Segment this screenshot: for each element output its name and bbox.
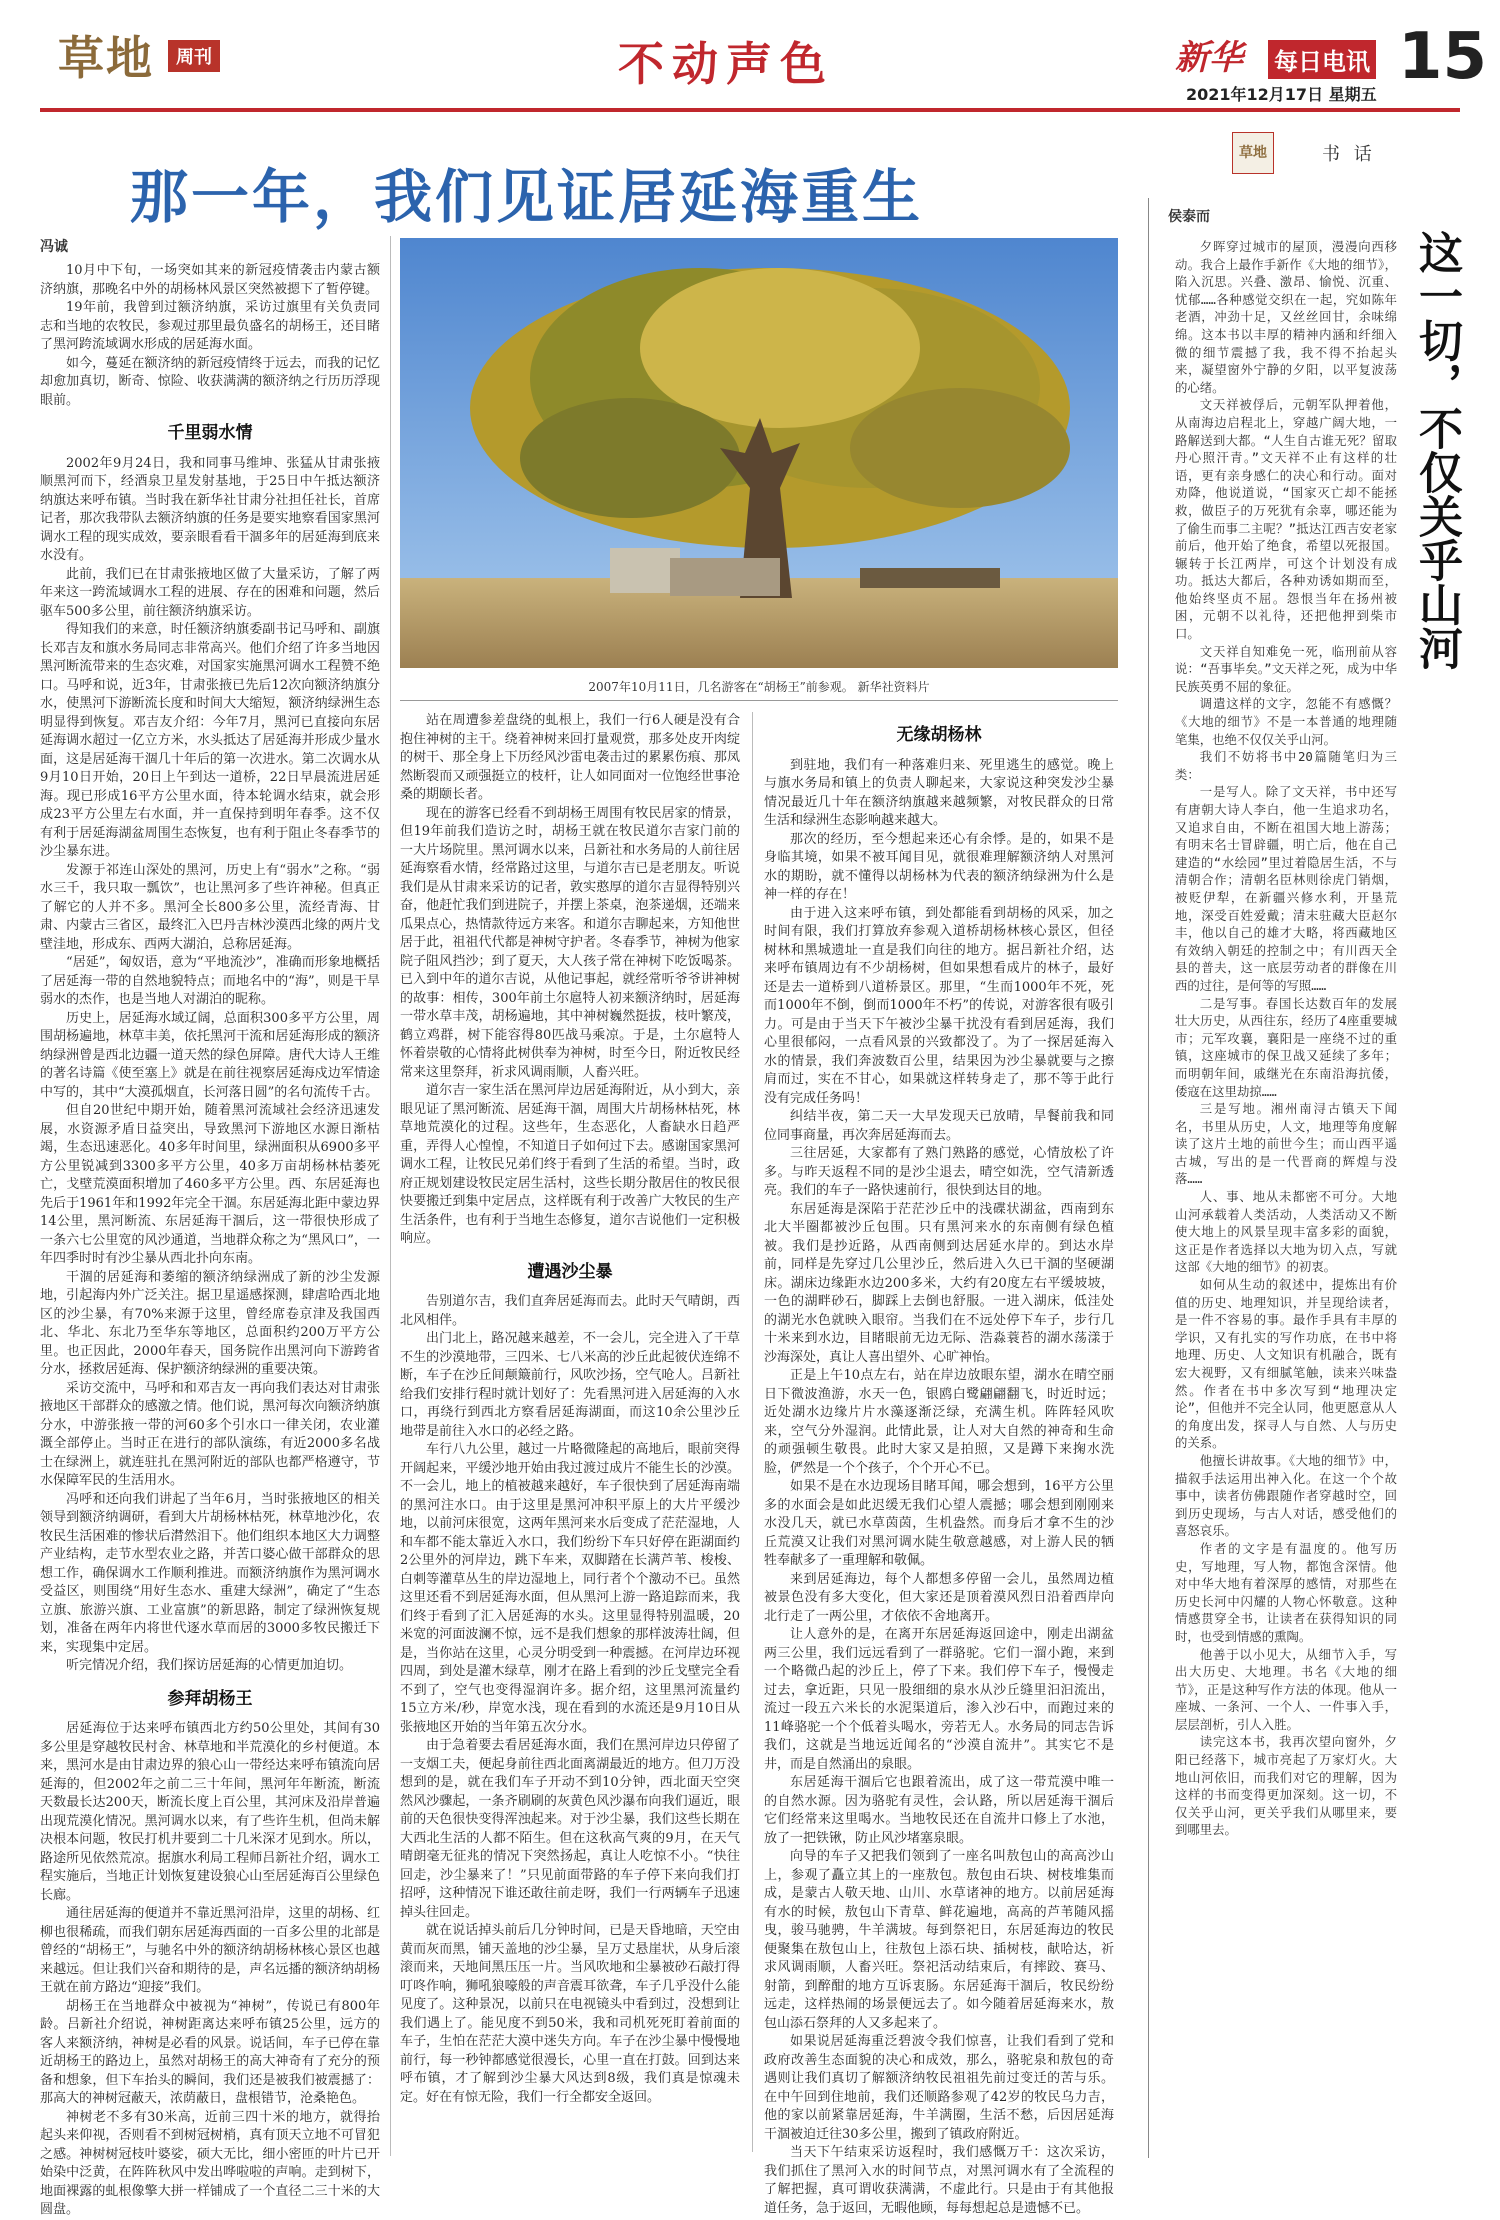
tree-photo-icon [400,238,1118,668]
main-article-column-3 [764,712,1114,2216]
book-review-badge [1232,132,1432,174]
article-divider [1148,198,1149,2158]
paragraph: 作者的文字是有温度的。他写历史，写地理，写人物，都饱含深情。他对中华大地有着深厚的感情，对那些在历史长河中闪耀的人物心怀敬意。这种情感贯穿全书，让读者在获得知识的同时，也受到情感的熏陶。 [1175,1540,1397,1644]
paragraph: 2002年9月24日，我和同事马维坤、张猛从甘肃张掖顺黑河而下，经酒泉卫星发射基地，于25日中午抵达额济纳旗达来呼布镇。当时我在新华社甘肃分社担任社长，首席记者，那次我带队去额济纳旗的任务是要实地察看国家黑河调水工程的现实成效，要亲眼看看干涸多年的居延海到底来水没有。 [40,455,380,563]
section-1-paragraphs [40,455,380,1676]
paragraph: 如果不是在水边现场目睹耳闻，哪会想到，16平方公里多的水面会是如此迟缓无我们心望人震撼；哪会想到刚刚来水没几天，就已水草茵茵，生机盎然。而身后才拿不生的沙丘荒漠又让我们对黑河调水陡生敬意越感，对上游人民的牺牲奉献多了一重理解和敬佩。 [764,1479,1114,1568]
paragraph: 发源于祁连山深处的黑河，历史上有“弱水”之称。“弱水三千，我只取一瓢饮”，也让黑河多了些许神秘。但真正了解它的人并不多。黑河全长800多公里，流经青海、甘肃、内蒙古三省区，最终汇入巴丹吉林沙漠西北缘的两片戈壁洼地，形成东、西两大湖泊，总称居延海。 [40,862,380,952]
paragraph: 东居延海干涸后它也跟着流出，成了这一带荒漠中唯一的自然水源。因为骆驼有灵性，会认路，所以居延海干涸后它们经常来这里喝水。当地牧民还在自流井口修上了水池，放了一把铁锹，防止风沙堵塞泉眼。 [764,1775,1114,1846]
paragraph: 他善于以小见大，从细节入手，写出大历史、大地理。书名《大地的细节》，正是这种写作方法的体现。他从一座城、一条河、一个人、一件事入手，层层剖析，引人入胜。 [1175,1646,1397,1732]
paragraph: 此前，我们已在甘肃张掖地区做了大量采访，了解了两年来这一跨流域调水工程的进展、存在的困难和问题，然后驱车500多公里，前往额济纳旗采访。 [40,566,380,619]
paragraph: 一是写人。除了文天祥，书中还写有唐朝大诗人李白，他一生追求功名，又追求自由，不断在祖国大地上游荡；有明末名士冒辟疆，明亡后，他在自己建造的“水绘园”里过着隐居生活，不与清朝合作；清朝名臣林则徐虎门销烟，被贬伊犁，在新疆兴修水利，开垦荒地，深受百姓爱戴；清末驻藏大臣赵尔丰，他以自己的雄才大略，将西藏地区有效纳入朝廷的控制之中；有川西天全县的普夫，这一底层劳动者的群像在川西的过往，是何等的写照…… [1175,784,1397,993]
photo-caption: 2007年10月11日，几名游客在“胡杨王”前参观。 新华社资料片 [588,680,930,694]
brand-left-badge: 周刊 [168,40,220,72]
paragraph: 文天祥自知难免一死，临刑前从容说：“吾事毕矣。”文天祥之死，成为中华民族英勇不屈的象征。 [1175,643,1397,694]
section-3-paragraphs [400,1293,740,2107]
book-review-label: 书 话 [1322,144,1376,165]
paragraph: 采访交流中，马呼和和邓吉友一再向我们表达对甘肃张掖地区干部群众的感激之情。他们说，黑河每次向额济纳旗分水，中游张掖一带的河60多个引水口一律关闭，农业灌溉全部停止。当时正在进行的部队演练，有近2000多名战士在绿洲上，就连驻扎在黑河附近的部队也都严格遵守，节水保障军民的生活用水。 [40,1380,380,1488]
section-title: 不动声色 [618,37,834,91]
paragraph: 文天祥被俘后，元朝军队押着他，从南海边启程北上，穿越广阔大地，一路解送到大都。“人生自古谁无死？留取丹心照汗青。”文天祥不止有这样的壮语，更有亲身感仁的决心和行动。面对劝降，他说道说，“国家灭亡却不能拯救，做臣子的万死犹有余辜，哪还能为了偷生而事二主呢？”抵达江西吉安老家前后，他开始了绝食，希望以死报国。辗转于长江两岸，可这个计划没有成功。抵达大都后，各种劝诱如期而至，他始终坚贞不屈。怨恨当年在扬州被困，元朝不以礼待，还把他押到柴市口。 [1175,397,1397,642]
paragraph: 车行八九公里，越过一片略微隆起的高地后，眼前突得开阔起来，平缓沙地开始由我过渡过成片不能生长的沙漠。不一会儿，地上的植被越来越好，车子很快到了居延海南端的黑河注水口。由于这里是黑河冲积平原上的大片平缓沙地，以前河床很宽，这两年黑河来水后变成了茫茫湿地，人和车都不能太靠近入水口，我们纷纷下车只好停在距湖面约2公里外的河岸边，跳下车来，双脚踏在长满芦苇、梭梭、白刺等灌草丛生的岸边湿地上，同行者个个激动不已。虽然这里还看不到居延海水面，但从黑河上游一路追踪而来，我们终于看到了汇入居延海的水头。这里显得特别温暖，20米宽的河面波澜不惊，远不是我们想象的那样波涛壮阔，但是，当你站在这里，心灵分明受到一种震撼。在河岸边环视四周，到处是灌木绿草，刚才在路上看到的沙丘戈壁完全看不到了，空气也变得湿润许多。据介绍，这里黑河流量约15立方米/秒，岸宽水浅，现在看到的水流还是9月10日从张掖地区开始的当年第五次分水。 [400,1442,740,1735]
page-number: 15 [1398,20,1488,94]
paragraph: 听完情况介绍，我们探访居延海的心情更加迫切。 [66,1658,353,1673]
section-4-paragraphs [764,757,1114,2219]
main-article-column-2 [400,712,740,2152]
paragraph: 到驻地，我们有一种落难归来、死里逃生的感觉。晚上与旗水务局和镇上的负责人聊起来，大家说这种突发沙尘暴情况最近几十年在额济纳旗越来越频繁，对牧民群众的日常生活和绿洲生态影响越来越大。 [764,757,1114,828]
paragraph: 人、事、地从未都密不可分。大地山河承载着人类活动，人类活动又不断使大地上的风景呈现丰富多彩的面貌，这正是作者选择以大地为切入点，写就这部《大地的细节》的初衷。 [1175,1189,1397,1275]
paragraph: 调遣这样的文字，忽能不有感慨？《大地的细节》不是一本普通的地理随笔集，也绝不仅仅关乎山河。 [1175,696,1397,747]
brand-left-logo: 草地 [58,31,154,85]
main-headline: 那一年，我们见证居延海重生 [130,163,924,231]
paragraph: 夕晖穿过城市的屋顶，漫漫向西移动。我合上最作手新作《大地的细节》，陷入沉思。兴叠、激昂、愉悦、沉重、忧郁……各种感觉交织在一起，究如陈年老酒，冲劲十足，又丝丝回甘，余味绵绵。这本书以丰厚的精神内涵和纤细入微的细节震撼了我，我不得不抬起头来，凝望窗外宁静的夕阳，以平复波荡的心绪。 [1175,239,1397,395]
main-article-column-1 [40,262,380,2217]
paragraph: 那次的经历，至今想起来还心有余悸。是的，如果不是身临其境，如果不被耳闻目见，就很难理解额济纳人对黑河水的期盼，就不懂得以胡杨林为代表的额济纳绿洲为什么是神一样的存在！ [764,831,1114,902]
photo-divider [400,700,1118,701]
paragraph: 来到居延海边，每个人都想多停留一会儿，虽然周边植被景色没有多大变化，但大家还是顶着漠风烈日沿着西岸向北行走了一两公里，才依依不舍地离开。 [764,1571,1114,1624]
side-article-title: 这一切，不仅关乎山河 [1411,230,1462,670]
paragraph: 当天下午结束采访返程时，我们感慨万千：这次采访，我们抓住了黑河入水的时间节点，对黑河调水有了全流程的了解把握，真可谓收获满满，不虚此行。只是由于有其他报道任务，急于返回，无暇他顾，每每想起总是遗憾不已。 [764,2145,1114,2216]
subheading-3: 遭遇沙尘暴 [527,1261,613,1282]
photo-euphrates-poplar [400,238,1118,668]
paragraph: 神树老不多有30米高，近前三四十米的地方，就得抬起头来仰视，否则看不到树冠树梢，真有顶天立地不可冒犯之感。神树树冠枝叶婆娑，硕大无比，细小密匝的叶片已开始染中泛黄，在阵阵秋风中发出哗啦啦的声响。走到树下，地面裸露的虬根像擎大拼一样铺成了一个直径二三十米的大圆盘。 [40,2109,380,2217]
paragraph: 我们不妨将书中20篇随笔归为三类： [1175,749,1397,782]
paragraph: 如果说居延海重泛碧波令我们惊喜，让我们看到了党和政府改善生态面貌的决心和成效，那么，骆驼泉和敖包的奇遇则让我们真切了解额济纳牧民祖祖先前过变迁的苦与乐。在中午回到住地前，我们还顺路参观了42岁的牧民乌力吉，他的家以前紧靠居延海，牛羊满圈，生活不愁，后因居延海干涸被迫迁往30多公里，搬到了镇政府附近。 [764,2034,1114,2142]
paragraph: 三是写地。湘州南浔古镇天下闻名，书里从历史，人文，地理等角度解读了这片土地的前世今生；而山西平遥古城，写出的是一代晋商的辉煌与没落…… [1175,1101,1397,1187]
paragraph: 干涸的居延海和萎缩的额济纳绿洲成了新的沙尘发源地，引起海内外广泛关注。据卫星遥感探测，肆虐哈西北地区的沙尘暴，有70%来源于这里，曾经席卷京津及我国西北、华北、东北乃至华东等地区，总面积约200万平方公里。也正因此，2000年春天，国务院作出黑河向下游跨省分水，拯救居延海、保护额济纳绿洲的重要决策。 [40,1269,380,1377]
paragraph: 东居延海是深陷于茫茫沙丘中的浅碟状湖盆，西南到东北大半圈都被沙丘包围。只有黑河来水的东南侧有绿色植被。我们是抄近路，从西南侧到达居延水岸的。到达水岸前，同样是先穿过几公里沙丘，然后进入久已干涸的坚硬湖床。湖床边缘距水边200多米，大约有20度左右平缓坡坡，一色的湖畔砂石，脚踩上去倒也舒服。一进入湖床，低洼处的湖光水色就映入眼帘。当我们在不远处停下车子，步行几十米来到水边，目睹眼前无边无际、浩淼蓑苔的湖水荡漾于沙海深处，真让人喜出望外、心旷神怡。 [764,1201,1114,1365]
paragraph: 正是上午10点左右，站在岸边放眼东望，湖水在晴空丽日下微波渔游，水天一色，银鸥白鹭翩翩翻飞，时近时远；近处湖水边缘片片水藻逐渐泛绿，充满生机。阵阵轻风吹来，空气分外湿润。此情此景，让人对大自然的神奇和生命的顽强顿生敬畏。此时大家又是拍照，又是蹲下来掬水洗脸，俨然是一个个孩子，个个开心不已。 [764,1368,1114,1476]
paragraph: 站在周遭参差盘绕的虬根上，我们一行6人硬是没有合抱住神树的主干。绕着神树来回打量观赏，那多处皮开肉绽的树干、那全身上下历经风沙雷电袭击过的累累伤痕、那凤然断裂而又顽强挺立的枝杆，让人如同面对一位饱经世事沧桑的期颐长者。 [400,713,740,802]
section-2-paragraphs [40,1720,380,2220]
brand-right-logo: 新华 [1175,38,1243,78]
subheading-2: 参拜胡杨王 [167,1688,253,1709]
subheading-4: 无缘胡杨林 [896,725,982,745]
paragraph: 胡杨王在当地群众中被视为“神树”，传说已有800年龄。吕新社介绍说，神树距离达来呼布镇25公里，远方的客人来额济纳，神树是必看的风景。说话间，车子已停在靠近胡杨王的路边上，虽然对胡杨王的高大神奇有了充分的预备和想象，但下车抬头的瞬间，我们还是被我们被震撼了：那高大的神树冠蔽天，浓荫蔽日，盘根错节，沧桑艳色。 [40,1998,380,2106]
section-2-continued [400,712,740,1249]
paragraph: 冯呼和还向我们讲起了当年6月，当时张掖地区的相关领导到额济纳调研，看到大片胡杨林枯死，林草地沙化，农牧民生活困难的惨状后潸然泪下。他们组织本地区大力调整产业结构，走节水型农业之路，并苦口婆心做干部群众的思想工作，确保调水工作顺利推进。而额济纳旗作为黑河调水受益区，则围绕“用好生态水、重建大绿洲”，确定了“生态立旗、旅游兴旗、工业富旗”的新思路，制定了绿洲恢复规划，准备在两年内将世代逐水草而居的3000多牧民搬迁下来，实现集中定居。 [40,1491,380,1655]
paragraph: 就在说话掉头前后几分钟时间，已是天昏地暗，天空由黄而灰而黑，铺天盖地的沙尘暴，呈万丈悬崖状，从身后滚滚而来，天地间黑压压一片。当风吹地和尘暴被砂石敲打得叮咚作响，狮吼狼嚎般的声音震耳欲聋，车子几乎没什么能见度了。这种景况，以前只在电视镜头中看到过，没想到让我们遇上了。能见度不到50米，我和司机死死盯着前面的车子，生怕在茫茫大漠中迷失方向。车子在沙尘暴中慢慢地前行，每一秒钟都感觉很漫长，心里一直在打鼓。回到达来呼布镇，才了解到沙尘暴大风达到8级，我们真是惊魂未定。好在有惊无险，我们一行全都安全返回。 [400,1923,740,2105]
paragraph: 通往居延海的便道并不靠近黑河沿岸，这里的胡杨、红柳也很稀疏，而我们朝东居延海西面的一百多公里的北部是曾经的“胡杨王”，与驰名中外的额济纳胡杨林核心景区也越来越远。但让我们兴奋和期待的是，声名远播的额济纳胡杨王就在前方路边“迎接”我们。 [40,1906,380,1995]
paragraph: 由于急着要去看居延海水面，我们在黑河岸边只停留了一支烟工夫，便起身前往西北面离湖最近的地方。但刀万没想到的是，就在我们车子开动不到10分钟，西北面天空突然风沙骤起，一条齐刷刷的灰黄色风沙瀑布向我们逼近，眼前的天色很快变得浑浊起来。对于沙尘暴，我们这些长期在大西北生活的人都不陌生。但在这秋高气爽的9月，在天气晴朗毫无征兆的情况下突然扬起，真让人吃惊不小。“快往回走，沙尘暴来了！”只见前面带路的车子停下来向我们打招呼，这种情况下谁还敢往前走呀，我们一行两辆车子迅速掉头往回走。 [400,1738,740,1920]
brand-right-subtitle: 每日电讯 [1268,40,1376,79]
paragraph: “居延”，匈奴语，意为“平地流沙”，准确而形象地概括了居延海一带的自然地貌特点；而地名中的“海”，则是干旱弱水的杰作，也是当地人对湖泊的昵称。 [40,955,380,1007]
paragraph: 让人意外的是，在离开东居延海返回途中，刚走出湖盆两三公里，我们远远看到了一群骆驼。它们一溜小跑，来到一个略微凸起的沙丘上，停了下来。我们停下车子，慢慢走过去，拿近距，只见一股细细的泉水从沙丘缝里汩汩流出，流过一段五六米长的水泥渠道后，渗入沙石中，而跑过来的11峰骆驼一个个低着头喝水，旁若无人。水务局的同志告诉我们，这就是当地远近闻名的“沙漠自流井”。其实它不是井，而是自然涌出的泉眼。 [764,1627,1114,1772]
paragraph: 道尔吉一家生活在黑河岸边居延海附近，从小到大，亲眼见证了黑河断流、居延海干涸，周围大片胡杨林枯死，林草地荒漠化的过程。这些年，生态恶化，人畜缺水日趋严重，弄得人心惶惶，不知道日子如何过下去。感谢国家黑河调水工程，让牧民兄弟们终于看到了生活的希望。当时，政府正规划建设牧民定居生活村，这些长期分散居住的牧民很快要搬迁到集中定居点，这样既有利于改善广大牧民的生产生活条件，也有利于当地生态修复，道尔吉说他们一定积极响应。 [400,1083,740,1246]
shuhua-logo-icon: 草地 [1232,132,1274,174]
paragraph: 二是写事。春国长达数百年的发展壮大历史，从西往东，经历了4座重要城市；元军攻襄，襄阳是一座绕不过的重镇，这座城市的保卫战又延续了多年；而明朝年间，戚继光在东南沿海抗倭，倭寇在这里劫掠…… [1175,995,1397,1099]
paragraph: 如何从生动的叙述中，提炼出有价值的历史、地理知识，并呈现给读者，是一件不容易的事。最作手具有丰厚的学识，又有扎实的写作功底，在书中将地理、历史、人文知识有机融合，既有宏大视野，又有细腻笔触，读来兴味盎然。作者在书中多次写到“地理决定论”，但他并不完全认同，他更愿意从人的角度出发，探寻人与自然、人与历史的关系。 [1175,1277,1397,1451]
paragraph: 出门北上，路况越来越差，不一会儿，完全进入了干草不生的沙漠地带，三四米、七八米高的沙丘此起彼伏连绵不断，车子在沙丘间颠簸前行，风吹沙扬，空气呛人。吕新社给我们安排行程时就计划好了：先看黑河进入居延海的入水口，再绕行到西北方察看居延海湖面，而这10余公里沙丘地带是前往入水口的必经之路。 [400,1331,740,1439]
paragraph: 19年前，我曾到过额济纳旗，采访过旗里有关负责同志和当地的农牧民，参观过那里最负盛名的胡杨王，还目睹了黑河跨流域调水形成的居延海水面。 [40,300,380,352]
side-article-body [1175,238,1397,2148]
side-article-paragraphs [1175,238,1397,1839]
paragraph: 读完这本书，我再次望向窗外，夕阳已经落下，城市亮起了万家灯火。大地山河依旧，而我们对它的理解，因为这样的书而变得更加深刻。这一切，不仅关乎山河，更关乎我们从哪里来，要到哪里去。 [1175,1734,1397,1838]
issue-date: 2021年12月17日 星期五 [1186,85,1377,104]
paragraph: 告别道尔吉，我们直奔居延海而去。此时天气晴朗，西北风相伴。 [400,1294,740,1328]
paragraph: 但自20世纪中期开始，随着黑河流域社会经济迅速发展，水资源矛盾日益突出，导致黑河下游地区水源日渐枯竭，生态迅速恶化。40多年时间里，绿洲面积从6900多平方公里锐减到3300多平方公里，40多万亩胡杨林枯萎死亡，戈壁荒漠面积增加了460多平方公里。西、东居延海也先后于1961年和1992年完全干涸。东居延海北距中蒙边界14公里，黑河断流、东居延海干涸后，这一带很快形成了一条六七公里宽的风沙通道，当地群众称之为“黑风口”，一年四季时时有沙尘暴从西北扑向东南。 [40,1103,380,1266]
paragraph: 纠结半夜，第二天一大早发现天已放晴，旱餐前我和同位同事商量，再次奔居延海而去。 [764,1109,1114,1143]
paragraph: 现在的游客已经看不到胡杨王周围有牧民居家的情景，但19年前我们造访之时，胡杨王就在牧民道尔吉家门前的一大片场院里。黑河调水以来，吕新社和水务局的人前往居延海察看水情，经常路过这里，与道尔吉已是老朋友。听说我们是从甘肃来采访的记者，敦实憨厚的道尔吉显得特别兴奋，他赶忙我们到进院子，并摆上茶桌，泡茶递烟，还端来瓜果点心，热情款待远方来客。和道尔吉聊起来，方知他世居于此，祖祖代代都是神树守护者。冬春季节，神树为他家院子阻风挡沙；到了夏天，大人孩子常在神树下吃饭喝茶。已入到中年的道尔吉说，从他记事起，就经常听爷爷讲神树的故事：相传，300年前土尔扈特人初来额济纳时，居延海一带水草丰茂，胡杨遍地，其中神树巍然挺拔，枝叶繁茂，鹤立鸡群，树下能容得80匹战马乘凉。于是，土尔扈特人怀着崇敬的心情将此树供奉为神树，时至今日，附近牧民经常来这里祭拜，祈求风调雨顺，人畜兴旺。 [400,805,740,1080]
masthead [0,0,1500,104]
paragraph: 由于进入这来呼布镇，到处都能看到胡杨的风采，加之时间有限，我们打算放弃参观入道桥胡杨林核心景区，但径树林和黑城遗址一直是我们向往的地方。据吕新社介绍，达来呼布镇周边有不少胡杨树，但如果想看成片的林子，最好还是去一道桥到八道桥景区。那里，“生而1000年不死，死而1000年不倒，倒而1000年不朽”的传说，对游客很有吸引力。可是由于当天下午被沙尘暴干扰没有看到居延海，我们心里很郁闷，一点看风景的兴致都没了。为了一探居延海入水的情景，我们奔波数百公里，结果因为沙尘暴就要与之擦肩而过，实在不甘心，如果就这样转身走了，那不等于此行没有完成任务吗！ [764,905,1114,1106]
paragraph: 三往居延，大家都有了熟门熟路的感觉，心情放松了许多。与昨天返程不同的是沙尘退去，晴空如洗，空气清新透亮。我们的车子一路快速前行，很快到达目的地。 [764,1146,1114,1198]
paragraph: 10月中下旬，一场突如其来的新冠疫情袭击内蒙古额济纳旗，那晚名中外的胡杨林风景区突然被摁下了暂停键。 [40,263,380,297]
intro-paragraphs [40,262,380,410]
paragraph: 居延海位于达来呼布镇西北方约50公里处，其间有30多公里是穿越牧民村舍、林草地和半荒漠化的乡村便道。本来，黑河水是由甘肃边界的狼心山一带经达来呼布镇流向居延海的，但2002年之前二三十年间，黑河年年断流，断流天数最长达200天，断流长度上百公里，其河床及沿岸普遍出现荒漠化情况。黑河调水以来，有了些许生机，但尚未解决根本问题，牧民打机井要到二十几米深才见到水。所以，路途所见依然荒凉。据旗水利局工程师吕新社介绍，调水工程实施后，当地正计划恢复建设狼心山至居延海百公里绿色长廊。 [40,1721,380,1903]
main-byline: 冯诚 [40,239,68,255]
paragraph: 得知我们的来意，时任额济纳旗委副书记马呼和、副旗长邓吉友和旗水务局同志非常高兴。他们介绍了许多当地因黑河断流带来的生态灾难，对国家实施黑河调水工程赞不绝口。马呼和说，近3年，甘肃张掖已先后12次向额济纳旗分水，使黑河下游断流长度和时间大大缩短，额济纳绿洲生态明显得到恢复。邓吉友介绍：今年7月，黑河已直接向东居延海调水超过一亿立方米，水头抵达了居延海并形成少量水面，这是居延海干涸几十年后的第一次进水。第二次调水从9月10日开始，20日上午到达一道桥，22日早晨流进居延海。现已形成16平方公里水面，待本轮调水结束，就会形成23平方公里左右水面，并一直保持到明年春季。这不仅有利于居延海湖盆周围生态恢复，也有利于阻止冬春季节的沙尘暴东进。 [40,622,380,859]
subheading-1: 千里弱水情 [167,423,253,443]
paragraph: 他擅长讲故事。《大地的细节》中，描叙手法运用出神入化。在这一个个故事中，读者仿佛跟随作者穿越时空，回到历史现场，与古人对话，感受他们的喜怒哀乐。 [1175,1452,1397,1539]
masthead-divider [40,108,1460,112]
column-divider [390,236,391,2156]
paragraph: 向导的车子又把我们领到了一座名叫敖包山的高高沙山上，参观了矗立其上的一座敖包。敖包由石块、树枝堆集而成，是蒙古人敬天地、山川、水草诸神的地方。以前居延海有水的时候，敖包山下青草、鲜花遍地，高高的芦苇随风摇曳，骏马驰骋，牛羊满坡。每到祭祀日，东居延海边的牧民便聚集在敖包山上，往敖包上添石块、插树枝，献哈达，祈求风调雨顺，人畜兴旺。祭祀活动结束后，有摔跤、赛马、射箭，到醉酣的地方互诉衷肠。东居延海干涸后，牧民纷纷远走，这样热闹的场景便远去了。如今随着居延海来水，敖包山添石祭拜的人又多起来了。 [764,1849,1114,2031]
side-byline: 侯泰而 [1168,209,1210,225]
column-divider [752,712,753,2152]
paragraph: 历史上，居延海水域辽阔，总面积300多平方公里，周围胡杨遍地，林草丰美，依托黑河干流和居延海形成的额济纳绿洲曾是西北边疆一道天然的绿色屏障。唐代大诗人王维的著名诗篇《使至塞上》就是在前往视察居延海戍边军情途中写的，其中“大漠孤烟直，长河落日圆”的名句流传千古。 [40,1010,380,1100]
paragraph: 如今，蔓延在额济纳的新冠疫情终于远去，而我的记忆却愈加真切，断奇、惊险、收获满满的额济纳之行历历浮现眼前。 [40,355,380,408]
